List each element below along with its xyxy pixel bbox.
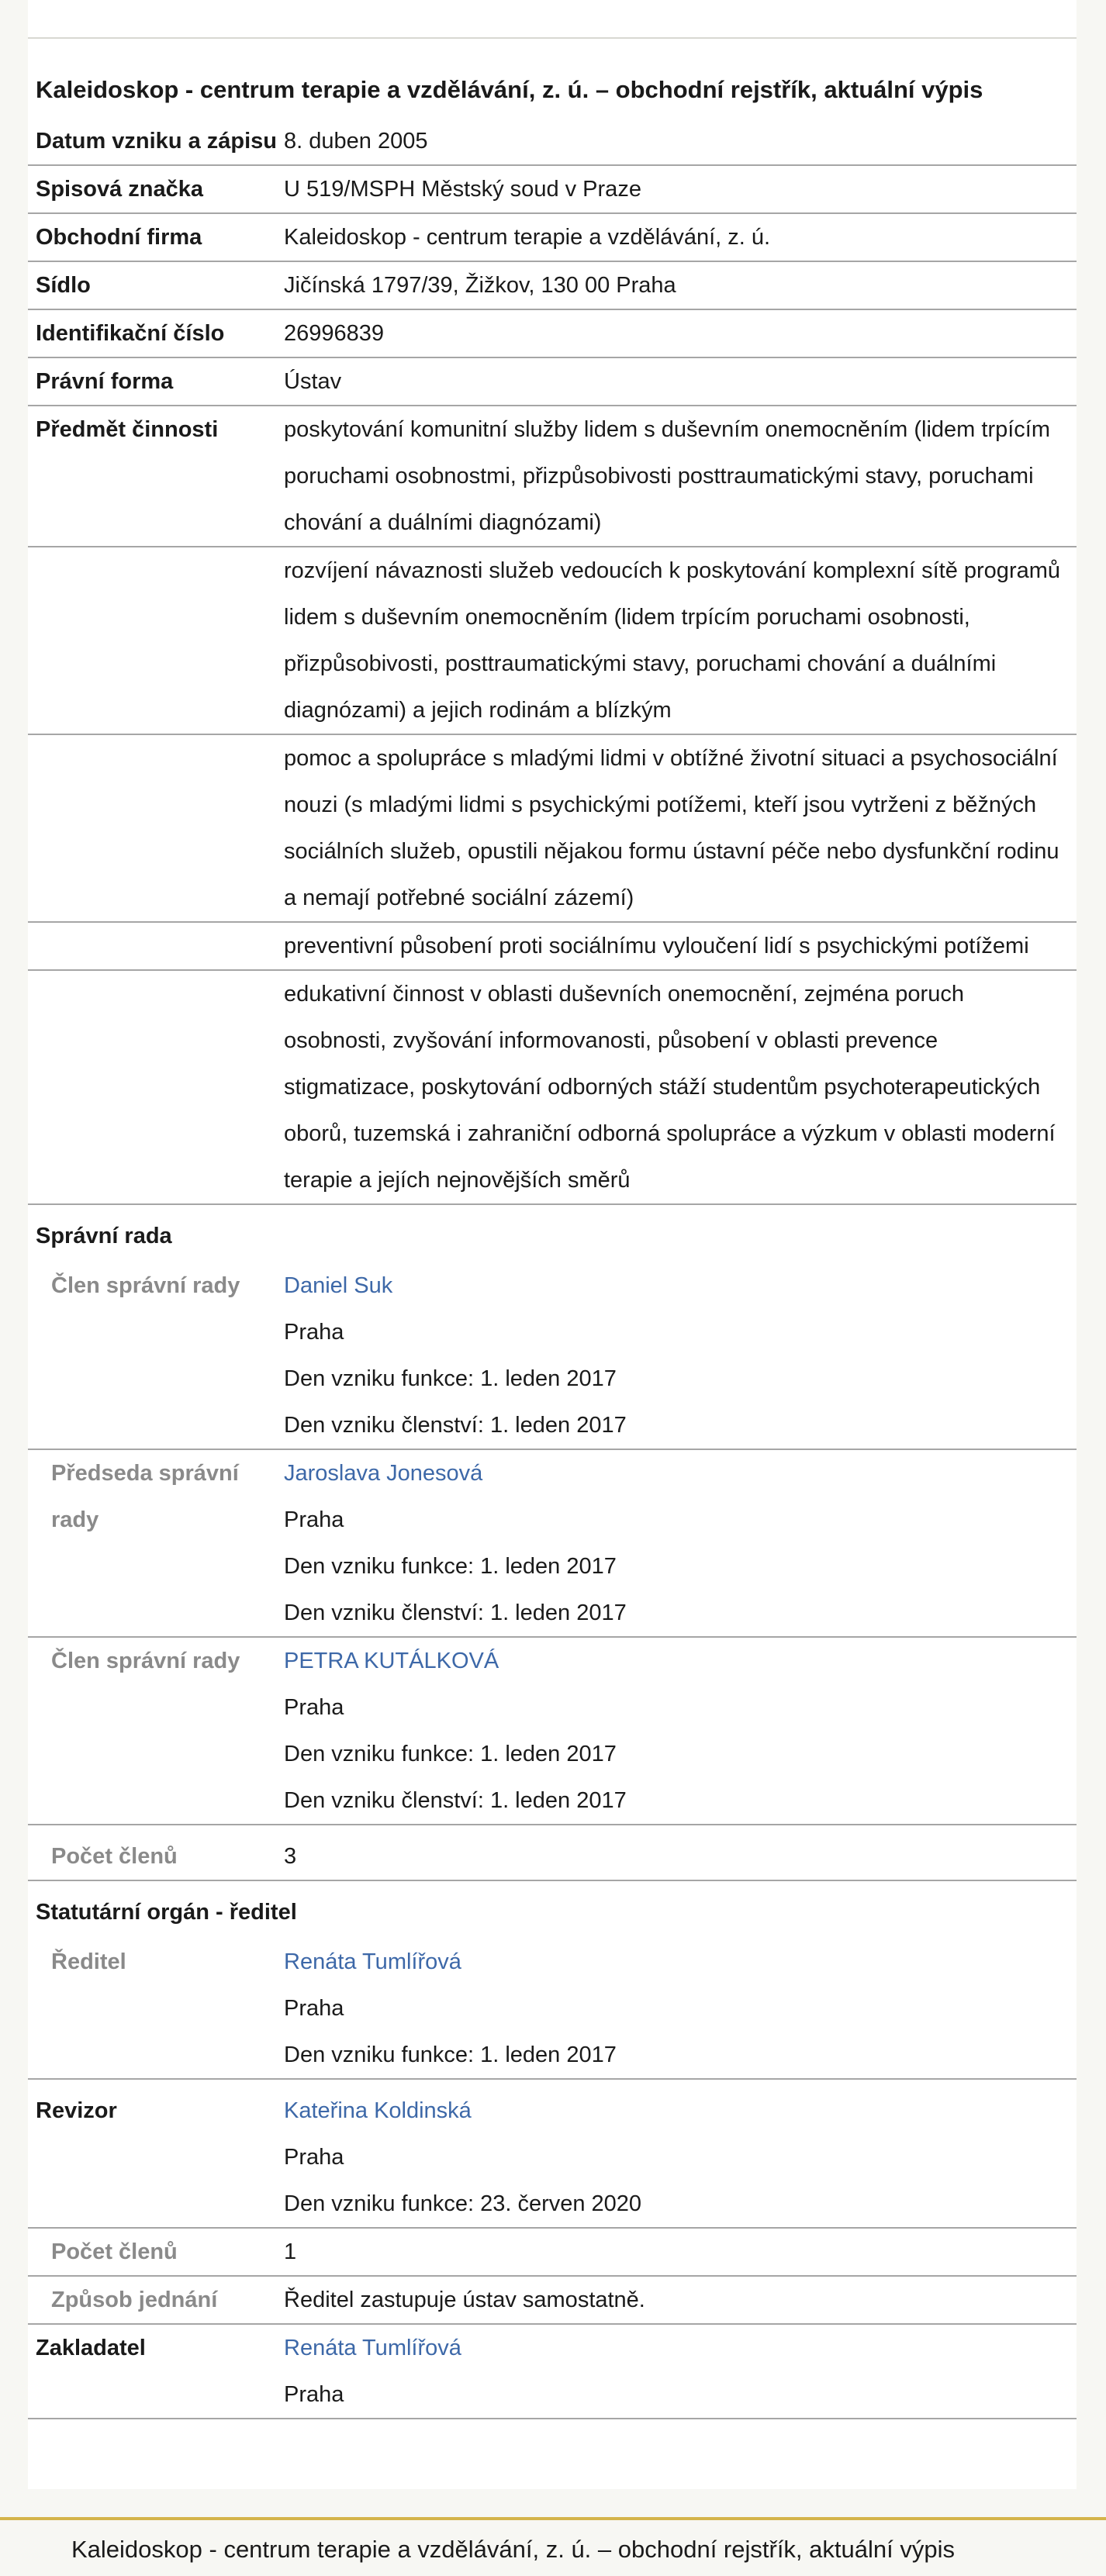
board-city-2: Praha [284, 1507, 344, 1532]
board-city-3: Praha [284, 1695, 344, 1720]
row-ico [28, 309, 1077, 357]
board-name-link-3[interactable]: PETRA KUTÁLKOVÁ [284, 1649, 499, 1673]
statutory-row [28, 1939, 1077, 2079]
founder-label: Zakladatel [28, 2324, 284, 2419]
board-heading: Správní rada [36, 1224, 172, 1248]
register-table [28, 118, 1077, 2419]
jednani-row [28, 2276, 1077, 2324]
top-divider [28, 37, 1077, 39]
value-datum: 8. duben 2005 [284, 118, 1077, 165]
row-predmet-3 [28, 734, 1077, 922]
page-title: Kaleidoskop - centrum terapie a vzdělávání, z. ú. – obchodní rejstřík, aktuální výpis [36, 76, 983, 103]
label-forma: Právní forma [28, 357, 284, 406]
row-spis [28, 165, 1077, 213]
board-name-link-1[interactable]: Daniel Suk [284, 1273, 393, 1298]
statutory-city: Praha [284, 1996, 344, 2021]
board-member-2 [28, 1449, 1077, 1637]
board-count-value: 3 [284, 1825, 1077, 1880]
revizor-count-row [28, 2228, 1077, 2276]
revizor-label: Revizor [28, 2079, 284, 2228]
board-memb-1: Den vzniku členství: 1. leden 2017 [284, 1413, 627, 1438]
footer-divider [0, 2517, 1106, 2520]
board-func-1: Den vzniku funkce: 1. leden 2017 [284, 1366, 617, 1391]
row-predmet-4 [28, 922, 1077, 970]
label-ico: Identifikační číslo [28, 309, 284, 357]
board-func-3: Den vzniku funkce: 1. leden 2017 [284, 1742, 617, 1766]
board-city-1: Praha [284, 1320, 344, 1345]
document-page [28, 0, 1077, 2489]
statutory-heading: Statutární orgán - ředitel [36, 1900, 297, 1925]
board-count-label: Počet členů [28, 1825, 284, 1880]
row-predmet-1 [28, 406, 1077, 547]
revizor-count-label: Počet členů [28, 2228, 284, 2276]
jednani-label: Způsob jednání [28, 2276, 284, 2324]
board-member-1 [28, 1262, 1077, 1449]
founder-row [28, 2324, 1077, 2419]
row-predmet-5 [28, 970, 1077, 1204]
revizor-count-value: 1 [284, 2228, 1077, 2276]
label-datum: Datum vzniku a zápisu [28, 118, 284, 165]
board-role-1: Člen správní rady [28, 1262, 284, 1449]
board-count-row [28, 1825, 1077, 1880]
jednani-value: Ředitel zastupuje ústav samostatně. [284, 2276, 1077, 2324]
value-ico: 26996839 [284, 309, 1077, 357]
label-spis: Spisová značka [28, 165, 284, 213]
section-board [28, 1204, 1077, 1262]
row-firma [28, 213, 1077, 261]
row-forma [28, 357, 1077, 406]
value-forma: Ústav [284, 357, 1077, 406]
board-name-link-2[interactable]: Jaroslava Jonesová [284, 1461, 483, 1486]
board-func-2: Den vzniku funkce: 1. leden 2017 [284, 1554, 617, 1579]
value-firma: Kaleidoskop - centrum terapie a vzdělávání, z. ú. [284, 213, 1077, 261]
statutory-role: Ředitel [28, 1939, 284, 2079]
row-datum [28, 118, 1077, 165]
revizor-name-link[interactable]: Kateřina Koldinská [284, 2098, 472, 2123]
row-predmet-2 [28, 547, 1077, 734]
section-statutory [28, 1880, 1077, 1939]
value-sidlo: Jičínská 1797/39, Žižkov, 130 00 Praha [284, 261, 1077, 309]
value-predmet-5: edukativní činnost v oblasti duševních onemocnění, zejména poruch osobnosti, zvyšování informovanosti, působení v oblasti prevence stigmatizace, poskytování odborných stáží studentům psychoterapeutických oborů, tuzemská i zahraniční odborná spolupráce a výzkum v oblasti moderní terapie a jejích nejnovějších směrů [284, 970, 1077, 1204]
label-sidlo: Sídlo [28, 261, 284, 309]
label-firma: Obchodní firma [28, 213, 284, 261]
founder-city: Praha [284, 2382, 344, 2407]
value-predmet-4: preventivní působení proti sociálnímu vyloučení lidí s psychickými potížemi [284, 922, 1077, 970]
label-predmet: Předmět činnosti [28, 406, 284, 547]
board-member-3 [28, 1637, 1077, 1825]
board-memb-3: Den vzniku členství: 1. leden 2017 [284, 1788, 627, 1813]
board-memb-2: Den vzniku členství: 1. leden 2017 [284, 1601, 627, 1625]
footer-text: Kaleidoskop - centrum terapie a vzdělávání, z. ú. – obchodní rejstřík, aktuální výpis [71, 2536, 955, 2563]
board-role-3: Člen správní rady [28, 1637, 284, 1825]
revizor-city: Praha [284, 2145, 344, 2170]
revizor-func: Den vzniku funkce: 23. červen 2020 [284, 2191, 642, 2216]
board-role-2: Předseda správní rady [28, 1449, 284, 1637]
value-predmet-2: rozvíjení návaznosti služeb vedoucích k poskytování komplexní sítě programů lidem s duševním onemocněním (lidem trpícím poruchami osobnosti, přizpůsobivosti, posttraumatickými stavy, poruchami chování a duálními diagnózami) a jejich rodinám a blízkým [284, 547, 1077, 734]
statutory-func: Den vzniku funkce: 1. leden 2017 [284, 2042, 617, 2067]
row-sidlo [28, 261, 1077, 309]
value-predmet-1: poskytování komunitní služby lidem s duševním onemocněním (lidem trpícím poruchami osobnostmi, přizpůsobivosti posttraumatickými stavy, poruchami chování a duálními diagnózami) [284, 406, 1077, 547]
statutory-name-link[interactable]: Renáta Tumlířová [284, 1949, 461, 1974]
founder-name-link[interactable]: Renáta Tumlířová [284, 2336, 461, 2360]
revizor-row [28, 2079, 1077, 2228]
value-predmet-3: pomoc a spolupráce s mladými lidmi v obtížné životní situaci a psychosociální nouzi (s mladými lidmi s psychickými potížemi, kteří jsou vytrženi z běžných sociálních služeb, opustili nějakou formu ústavní péče nebo dysfunkční rodinu a nemají potřebné sociální zázemí) [284, 734, 1077, 922]
value-spis: U 519/MSPH Městský soud v Praze [284, 165, 1077, 213]
